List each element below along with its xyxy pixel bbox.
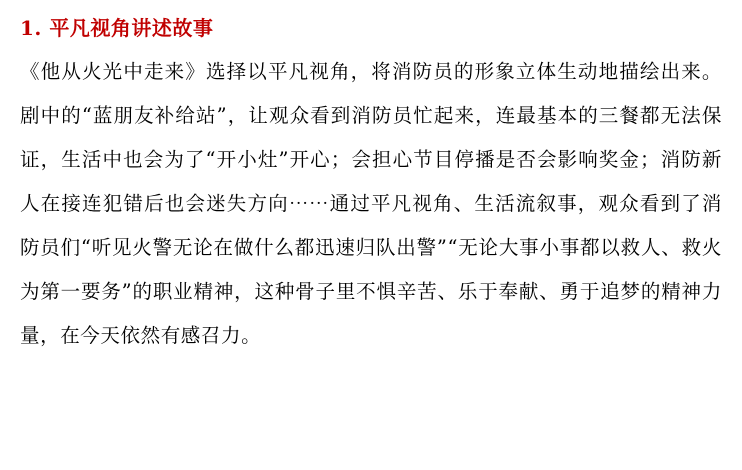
body-paragraph: 《他从火光中走来》选择以平凡视角，将消防员的形象立体生动地描绘出来。剧中的“蓝朋友补给站”，让观众看到消防员忙起来，连最基本的三餐都无法保证，生活中也会为了“开小灶”开心；会担心节目停播是否会影响奖金；消防新人在接连犯错后也会迷失方向⋯⋯通过平凡视角、生活流叙事，观众看到了消防员们“听见火警无论在做什么都迅速归队出警”“无论大事小事都以救人、救火为第一要务”的职业精神，这种骨子里不惧辛苦、乐于奉献、勇于追梦的精神力量，在今天依然有感召力。 — [20, 60, 722, 347]
section-heading: 1. 平凡视角讲述故事 — [20, 16, 214, 40]
